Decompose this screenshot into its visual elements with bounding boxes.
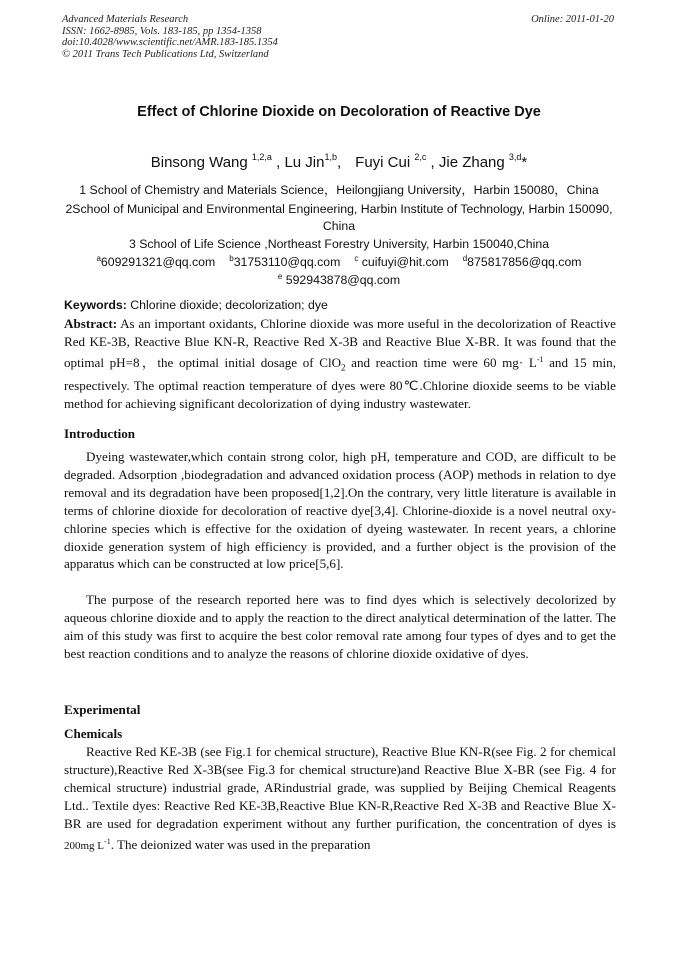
email-sup: d <box>462 254 468 263</box>
author-separator: , <box>336 154 342 171</box>
keywords-text: Chlorine dioxide; decolorization; dye <box>126 298 328 312</box>
email-line <box>0 254 678 269</box>
paper-title: Effect of Chlorine Dioxide on Decoloration of Reactive Dye <box>137 104 541 120</box>
author-line <box>0 152 678 171</box>
email-line-2 <box>0 272 678 287</box>
email-address: 609291321@qq.com <box>100 255 216 269</box>
abstract-superscript: -1 <box>536 354 544 364</box>
author-affil-sup: 2,c <box>414 152 427 162</box>
experimental-heading: Experimental <box>64 702 141 717</box>
journal-doi: doi:10.4028/www.scientific.net/AMR.183-185.1354 <box>62 37 278 48</box>
author-name: , Jie Zhang <box>426 154 509 171</box>
journal-name: Advanced Materials Research <box>62 14 189 25</box>
keywords-label: Keywords: <box>64 298 127 312</box>
email-address: 592943878@qq.com <box>282 273 401 287</box>
online-date: Online: 2011-01-20 <box>531 14 614 25</box>
author-affil-sup: 1,b <box>324 152 337 162</box>
chemicals-text: . The deionized water was used in the preparation <box>110 836 371 852</box>
email-address: 31753110@qq.com <box>233 255 341 269</box>
author-affil-sup: 1,2,a <box>251 152 272 162</box>
affiliation-2: 2School of Municipal and Environmental Engineering, Harbin Institute of Technology, Harbin 150090, China <box>65 202 613 233</box>
intro-paragraph-2: The purpose of the research reported here was to find dyes which is selectively decolorized by aqueous chlorine dioxide and to apply the reaction to the direct analytical determination of the latter. The aim of this study was first to acquire the best color removal rate among four types of dyes and to get the best reaction conditions and to analyze the reasons of chlorine dioxide oxidative of dyes. <box>64 592 616 661</box>
affiliation-1: 1 School of Chemistry and Materials Science，Heilongjiang University，Harbin 150080，China <box>79 183 599 197</box>
concentration-value: 200mg L <box>64 839 105 852</box>
abstract-label: Abstract: <box>64 316 118 331</box>
abstract-text: and reaction time were 60 mg· L <box>345 354 537 370</box>
intro-paragraph-1: Dyeing wastewater,which contain strong color, high pH, temperature and COD, are difficult to be degraded. Adsorption ,biodegradation and advanced oxidation process (AOP) methods in relation to dye removal and its degradation have been proposed[1,2].On the contrary, very little literature is available in terms of chlorine dioxide for decoloration of reactive dye[3,4]. Chlorine-dioxide is a novel neutral oxy-chlorine species which is effective for the oxidation of dyeing wastewater. In recent years, a chlorine dioxide generation system of high efficiency is provided, and a further object is the provision of the apparatus which can be constructed at low price[5,6]. <box>64 449 616 572</box>
abstract-text: As an important oxidants, Chlorine dioxide was more useful in the decolorization of Reactive Red KE-3B, Reactive Blue KN-R, Reactive Red X-3B and Reactive Blue X-BR. It was found that the optimal pH=8，the optimal initial dosage of ClO <box>64 316 616 370</box>
abstract-text: and 15 min, respectively. The optimal reaction temperature of dyes were 80℃.Chlorine dioxide seems to be viable method for achieving significant decolorization of dying industry wastewater. <box>64 354 616 412</box>
email-sup: e <box>277 272 283 281</box>
affiliation-3: 3 School of Life Science ,Northeast Forestry University, Harbin 150040,China <box>128 237 550 251</box>
chemicals-text: Reactive Red KE-3B (see Fig.1 for chemical structure), Reactive Blue KN-R(see Fig. 2 for chemical structure),Reactive Red X-3B(see Fig.3 for chemical structure)and Reactive Blue X-BR (see Fig. 4 for chemical structure) industrial grade, ARindustrial grade, was supplied by Beijing Chemical Reagents Ltd.. Textile dyes: Reactive Red KE-3B,Reactive Blue KN-R,Reactive Red X-3B and Reactive Blue X-BR are used for degradation experiment without any further purification, the concentration of dyes is <box>64 744 616 831</box>
keywords <box>64 298 616 312</box>
email-address: 875817856@qq.com <box>467 255 582 269</box>
abstract <box>64 315 616 413</box>
concentration-superscript: -1 <box>104 836 111 846</box>
email-sup: b <box>229 254 234 263</box>
email-sup: c <box>354 254 359 263</box>
author-affil-sup: 3,d <box>508 152 522 162</box>
author-name: Binsong Wang <box>150 154 252 171</box>
journal-header <box>62 14 278 60</box>
email-sup: a <box>96 254 101 263</box>
author-name: , Lu Jin <box>271 154 325 171</box>
abstract-subscript: 2 <box>341 362 346 373</box>
introduction-heading: Introduction <box>64 426 136 441</box>
journal-copyright: © 2011 Trans Tech Publications Ltd, Switzerland <box>62 48 269 60</box>
author-name: Fuyi Cui <box>355 154 415 171</box>
corresponding-mark: * <box>521 154 528 171</box>
journal-issn: ISSN: 1662-8985, Vols. 183-185, pp 1354-1358 <box>62 25 262 37</box>
chemicals-paragraph <box>64 743 616 855</box>
email-address: cuifuyi@hit.com <box>358 255 449 269</box>
chemicals-subheading: Chemicals <box>64 726 123 741</box>
